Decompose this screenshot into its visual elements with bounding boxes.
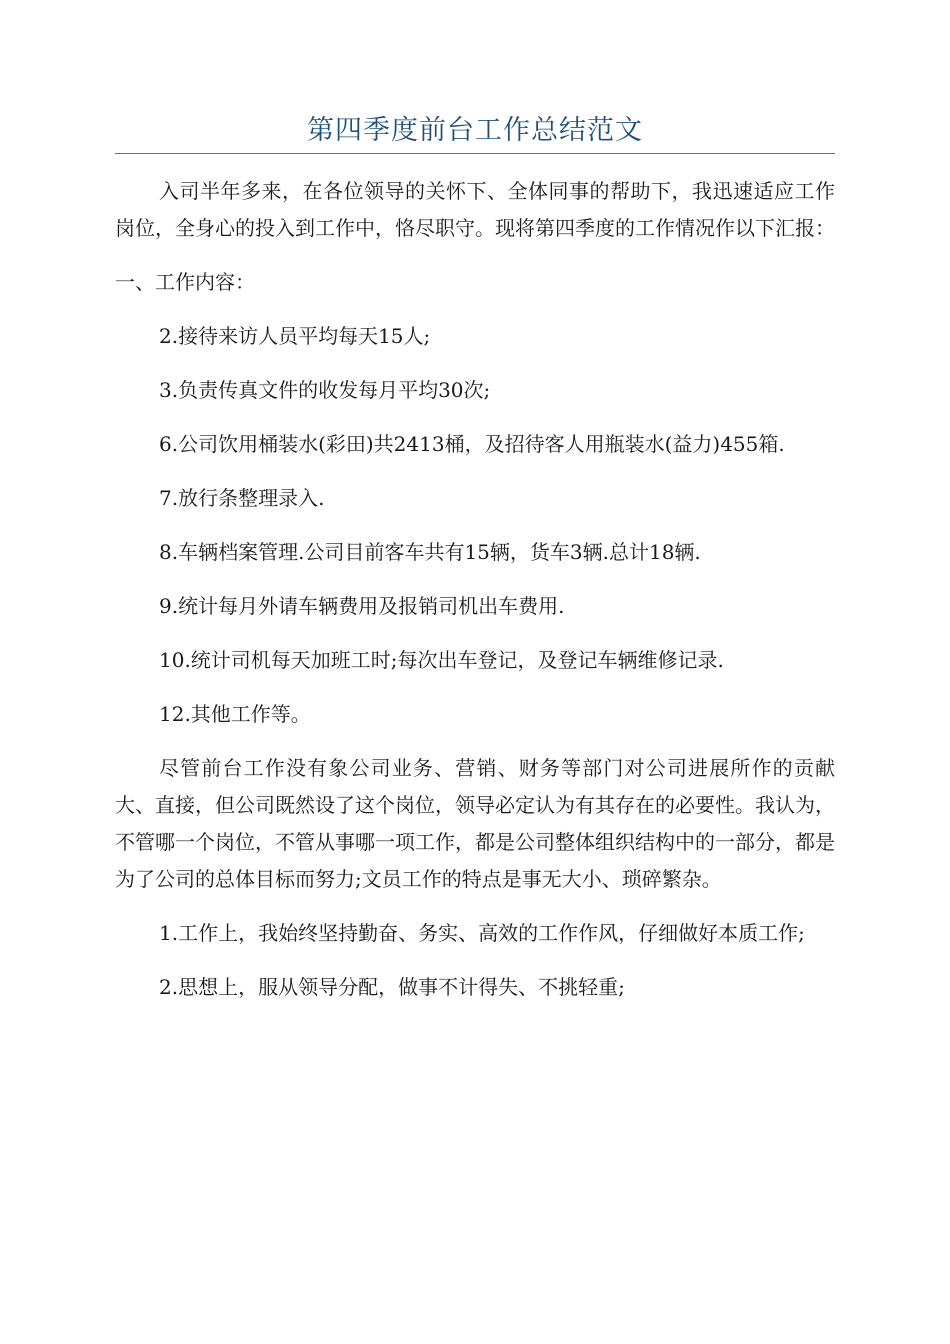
title-underline xyxy=(115,153,835,154)
section-heading-work-content: 一、工作内容： xyxy=(115,270,255,294)
document-body xyxy=(115,173,835,1023)
list-item: 8.车辆档案管理.公司目前客车共有15辆，货车3辆.总计18辆. xyxy=(159,540,701,564)
list-item: 2.思想上，服从领导分配，做事不计得失、不挑轻重; xyxy=(159,975,625,999)
list-item: 2.接待来访人员平均每天15人; xyxy=(159,324,431,348)
list-item: 3.负责传真文件的收发每月平均30次; xyxy=(159,378,491,402)
list-item: 6.公司饮用桶装水(彩田)共2413桶，及招待客人用瓶装水(益力)455箱. xyxy=(159,432,785,456)
list-item: 1.工作上，我始终坚持勤奋、务实、高效的工作作风，仔细做好本质工作; xyxy=(159,921,805,945)
paragraph-reflection: 尽管前台工作没有象公司业务、营销、财务等部门对公司进展所作的贡献大、直接，但公司既然设了这个岗位，领导必定认为有其存在的必要性。我认为，不管哪一个岗位，不管从事哪一项工作，都是公司整体组织结构中的一部分，都是为了公司的总体目标而努力;文员工作的特点是事无大小、琐碎繁杂。 xyxy=(115,756,835,891)
list-item: 12.其他工作等。 xyxy=(159,702,311,726)
document-title: 第四季度前台工作总结范文 xyxy=(307,115,643,146)
paragraph-intro: 入司半年多来，在各位领导的关怀下、全体同事的帮助下，我迅速适应工作岗位，全身心的投入到工作中，恪尽职守。现将第四季度的工作情况作以下汇报： xyxy=(115,179,835,240)
list-item: 9.统计每月外请车辆费用及报销司机出车费用. xyxy=(159,594,565,618)
list-item: 7.放行条整理录入. xyxy=(159,486,325,510)
list-item: 10.统计司机每天加班工时;每次出车登记，及登记车辆维修记录. xyxy=(159,648,724,672)
